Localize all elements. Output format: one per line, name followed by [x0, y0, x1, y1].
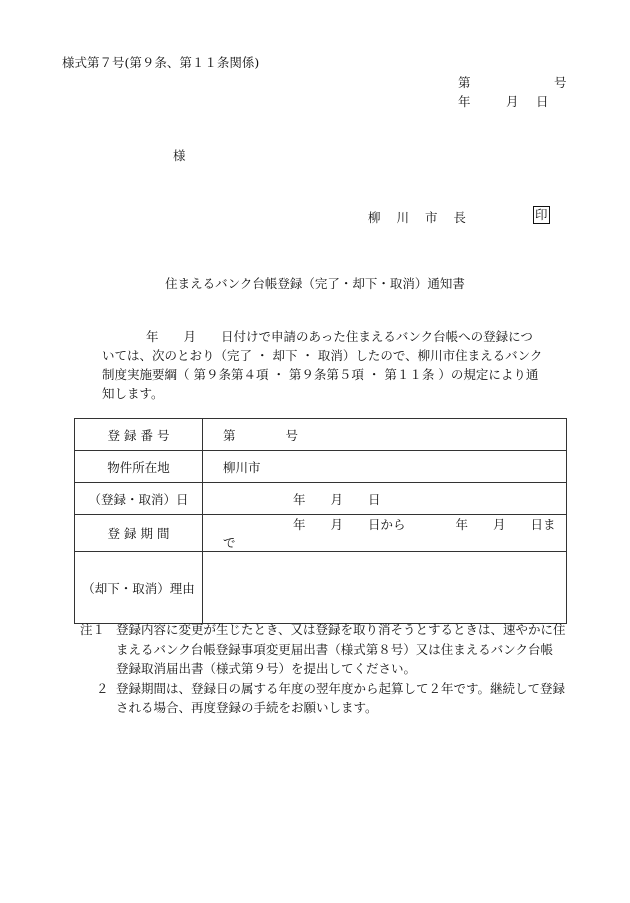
body-line: いては、次のとおり（完了 ・ 却下 ・ 取消）したので、柳川市住まえるバンク — [102, 348, 543, 363]
body-line: 制度実施要綱（ 第９条第４項 ・ 第９条第５項 ・ 第１１条 ）の規定により通 — [102, 367, 539, 382]
note-line: 登録期間は、登録日の属する年度の翌年度から起算して２年です。継続して登録 — [116, 680, 566, 696]
form-number: 様式第７号(第９条、第１１条関係) — [62, 55, 260, 70]
seal-stamp: 印 — [535, 207, 548, 222]
body-line: 年 月 日付けで申請のあった住まえるバンク台帳への登録につ — [146, 329, 533, 344]
body-line: 知します。 — [102, 386, 164, 401]
issuer-name — [368, 208, 472, 226]
registration-date-label: （登録・取消）日 — [75, 483, 203, 515]
number-prefix: 第 — [458, 75, 471, 90]
year-label: 年 — [458, 94, 471, 109]
document-number-date — [458, 73, 567, 111]
registration-number-label: 登 録 番 号 — [75, 419, 203, 451]
registration-number-value: 第 号 — [203, 419, 567, 451]
note-item — [80, 620, 565, 679]
property-location-label: 物件所在地 — [75, 451, 203, 483]
rejection-reason-value — [203, 552, 567, 624]
registration-period-label: 登 録 期 間 — [75, 515, 203, 552]
table-row — [75, 451, 567, 483]
number-suffix: 号 — [554, 75, 567, 90]
table-row — [75, 483, 567, 515]
note-number: ２ — [96, 680, 109, 696]
note-line: 登録取消届出書（様式第９号）を提出してください。 — [116, 661, 417, 676]
notes-section — [80, 620, 565, 718]
registration-period-value: 年 月 日から 年 月 日まで — [203, 515, 567, 552]
note-number: 注１ — [80, 622, 106, 637]
notice-body — [102, 327, 572, 403]
issue-date — [458, 92, 567, 111]
registration-table — [74, 418, 567, 624]
property-location-value: 柳川市 — [203, 451, 567, 483]
document-number — [458, 73, 567, 92]
table-row — [75, 552, 567, 624]
table-row — [75, 419, 567, 451]
day-label: 日 — [536, 94, 549, 109]
table-row — [75, 515, 567, 552]
registration-date-value: 年 月 日 — [203, 483, 567, 515]
month-label: 月 — [506, 94, 519, 109]
note-line: まえるバンク台帳登録事項変更届出書（様式第８号）又は住まえるバンク台帳 — [116, 641, 554, 657]
mayor-title: 柳 川 市 長 — [368, 210, 472, 225]
recipient-honorific: 様 — [173, 148, 186, 163]
rejection-reason-label: （却下・取消）理由 — [75, 552, 203, 624]
document-title: 住まえるバンク台帳登録（完了・却下・取消）通知書 — [165, 276, 465, 291]
note-item — [80, 679, 565, 718]
note-line: 登録内容に変更が生じたとき、又は登録を取り消そうとするときは、速やかに住 — [116, 622, 566, 637]
note-line: される場合、再度登録の手続をお願いします。 — [116, 700, 378, 715]
